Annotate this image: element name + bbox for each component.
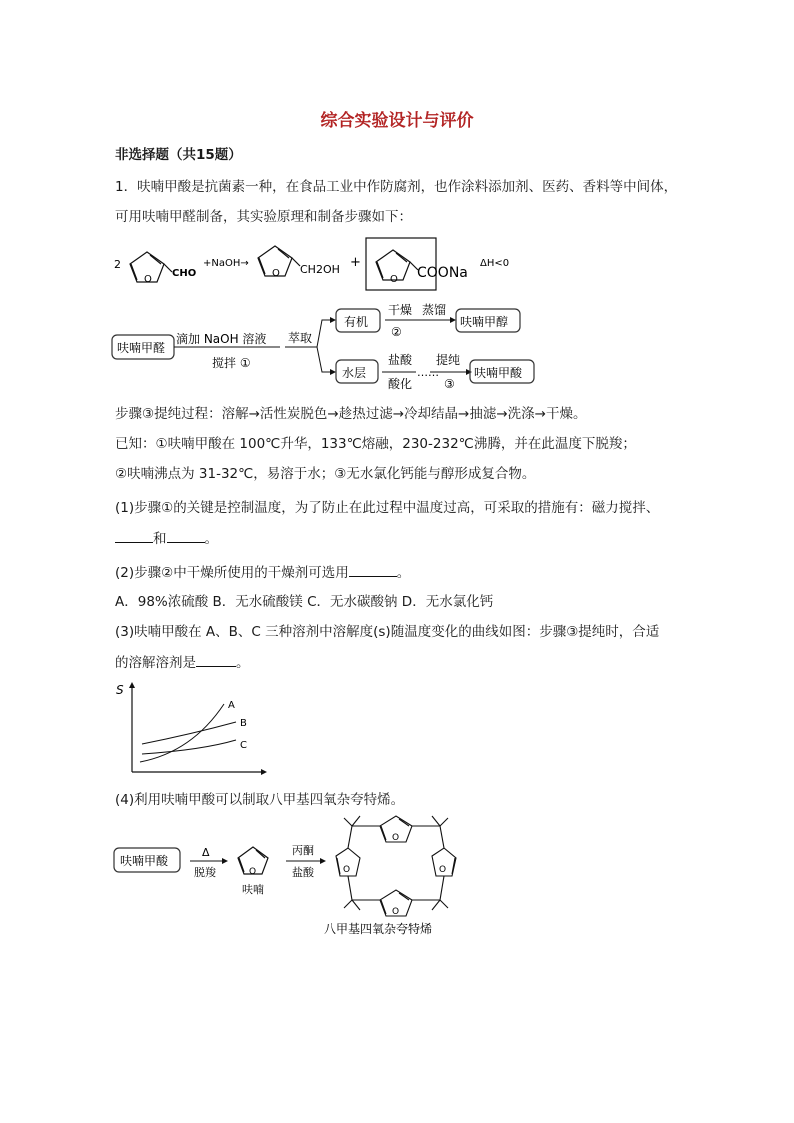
macrocycle-oxygen-right: O (439, 865, 447, 875)
section-heading: 非选择题（共15题） (115, 147, 242, 163)
water-layer-label: 水层 (342, 366, 367, 380)
step-3-marker: ③ (444, 377, 455, 391)
sodium-furoate-structure (366, 238, 436, 290)
graph-y-arrowhead (129, 682, 135, 688)
plus-sign: + (350, 255, 361, 270)
extraction-label: 萃取 (288, 331, 313, 345)
step-2-arrowhead (450, 317, 456, 323)
organic-layer-label: 有机 (344, 315, 369, 329)
part-1-question: (1)步骤①的关键是控制温度，为了防止在此过程中温度过高，可采取的措施有：磁力搅拌、 (115, 500, 660, 516)
naoh-step-label: 滴加 NaOH 溶液 (176, 332, 267, 346)
part-3-blank-line (115, 652, 250, 673)
macrocycle-oxygen-left: O (343, 865, 351, 875)
dry-label: 干燥 (388, 303, 413, 317)
furoic-acid-start-label: 呋喃甲酸 (120, 854, 169, 868)
part-4-question: (4)利用呋喃甲酸可以制取八甲基四氧杂夸特烯。 (115, 792, 405, 808)
furfuryl-alcohol-label: 呋喃甲醇 (460, 315, 509, 329)
part-3-end: 。 (236, 655, 250, 671)
page-title: 综合实验设计与评价 (320, 111, 474, 131)
known-line-1: 已知：①呋喃甲酸在 100℃升华，133℃熔融，230-232℃沸腾，并在此温度下脱羧； (115, 436, 636, 452)
distill-label: 蒸馏 (422, 303, 447, 317)
reaction-equation (110, 236, 530, 296)
furoate-oxygen: O (390, 274, 398, 285)
furfural-label: 呋喃甲醛 (117, 341, 166, 355)
furan-oxygen: O (249, 867, 257, 877)
known-line-2: ②呋喃沸点为 31-32℃，易溶于水；③无水氯化钙能与醇形成复合物。 (115, 466, 536, 482)
answer-blank-2[interactable] (167, 528, 205, 543)
part-3-question: (3)呋喃甲酸在 A、B、C 三种溶剂中溶解度(s)随温度变化的曲线如图：步骤③提纯时，合适 (115, 624, 660, 640)
part-3-text: 的溶解溶剂是 (115, 655, 196, 671)
alcohol-oxygen: O (272, 268, 280, 279)
answer-blank-3[interactable] (349, 562, 397, 577)
step-2-marker: ② (391, 325, 402, 339)
solubility-graph (112, 680, 272, 780)
question-1-intro-line-2: 可用呋喃甲醛制备，其实验原理和制备步骤如下： (115, 209, 412, 225)
part-2-text: (2)步骤②中干燥所使用的干燥剂可选用 (115, 565, 349, 581)
hcl-label: 盐酸 (388, 353, 413, 367)
product-name: 八甲基四氧杂夸特烯 (324, 922, 433, 936)
acetone-label: 丙酮 (292, 844, 314, 857)
hydroxymethyl-group: CH2OH (300, 263, 340, 276)
step-3-description: 步骤③提纯过程：溶解→活性炭脱色→趁热过滤→冷却结晶→抽滤→洗涤→干燥。 (115, 406, 587, 422)
macrocycle-oxygen-bottom: O (392, 907, 400, 917)
carboxylate-group: COONa (417, 265, 468, 281)
ellipsis: …… (417, 366, 439, 379)
answer-blank-4[interactable] (196, 652, 236, 667)
graph-x-arrowhead (261, 769, 267, 775)
furoic-acid-label: 呋喃甲酸 (474, 366, 523, 380)
stir-step-label: 搅拌 ① (212, 356, 251, 370)
decarboxylation-arrowhead (222, 858, 228, 864)
curve-c-label: C (240, 740, 247, 751)
condensation-arrowhead (320, 858, 326, 864)
part-2-question (115, 562, 410, 583)
reaction-coefficient: 2 (114, 258, 121, 271)
step-3-arrowhead (466, 369, 472, 375)
part-1-blanks (115, 528, 218, 549)
part-2-options: A．98%浓硫酸 B．无水硫酸镁 C．无水碳酸钠 D．无水氯化钙 (115, 594, 494, 610)
macrocycle-oxygen-top: O (392, 833, 400, 843)
curve-a-label: A (228, 700, 235, 711)
question-1-intro-line-1: 1．呋喃甲酸是抗菌素一种，在食品工业中作防腐剂，也作涂料添加剂、医药、香料等中间体， (115, 179, 678, 195)
furan-label: 呋喃 (242, 883, 264, 896)
purify-label: 提纯 (436, 353, 461, 367)
curve-c (142, 740, 236, 754)
part-1-end: 。 (204, 531, 218, 547)
branch-up-arrowhead (330, 317, 336, 323)
naoh-reagent: +NaOH→ (203, 258, 249, 269)
curve-b-label: B (240, 718, 247, 729)
furfural-oxygen: O (144, 274, 152, 285)
synthesis-scheme (112, 810, 492, 940)
acidify-label: 酸化 (388, 377, 413, 391)
answer-blank-1[interactable] (115, 528, 153, 543)
aldehyde-group: CHO (172, 268, 197, 279)
decarboxylation-label: 脱羧 (194, 866, 216, 879)
part-2-end: 。 (396, 565, 411, 581)
octamethyl-tetraoxaquaterene-structure (336, 816, 456, 916)
graph-y-label: S (116, 683, 124, 697)
enthalpy-note: ΔH<0 (480, 258, 510, 269)
hcl-catalyst-label: 盐酸 (292, 866, 314, 879)
branch-up (317, 320, 330, 347)
heat-symbol: Δ (202, 846, 210, 859)
preparation-flowchart (110, 300, 550, 395)
branch-down (317, 347, 330, 372)
part-1-and: 和 (153, 531, 167, 547)
branch-down-arrowhead (330, 369, 336, 375)
